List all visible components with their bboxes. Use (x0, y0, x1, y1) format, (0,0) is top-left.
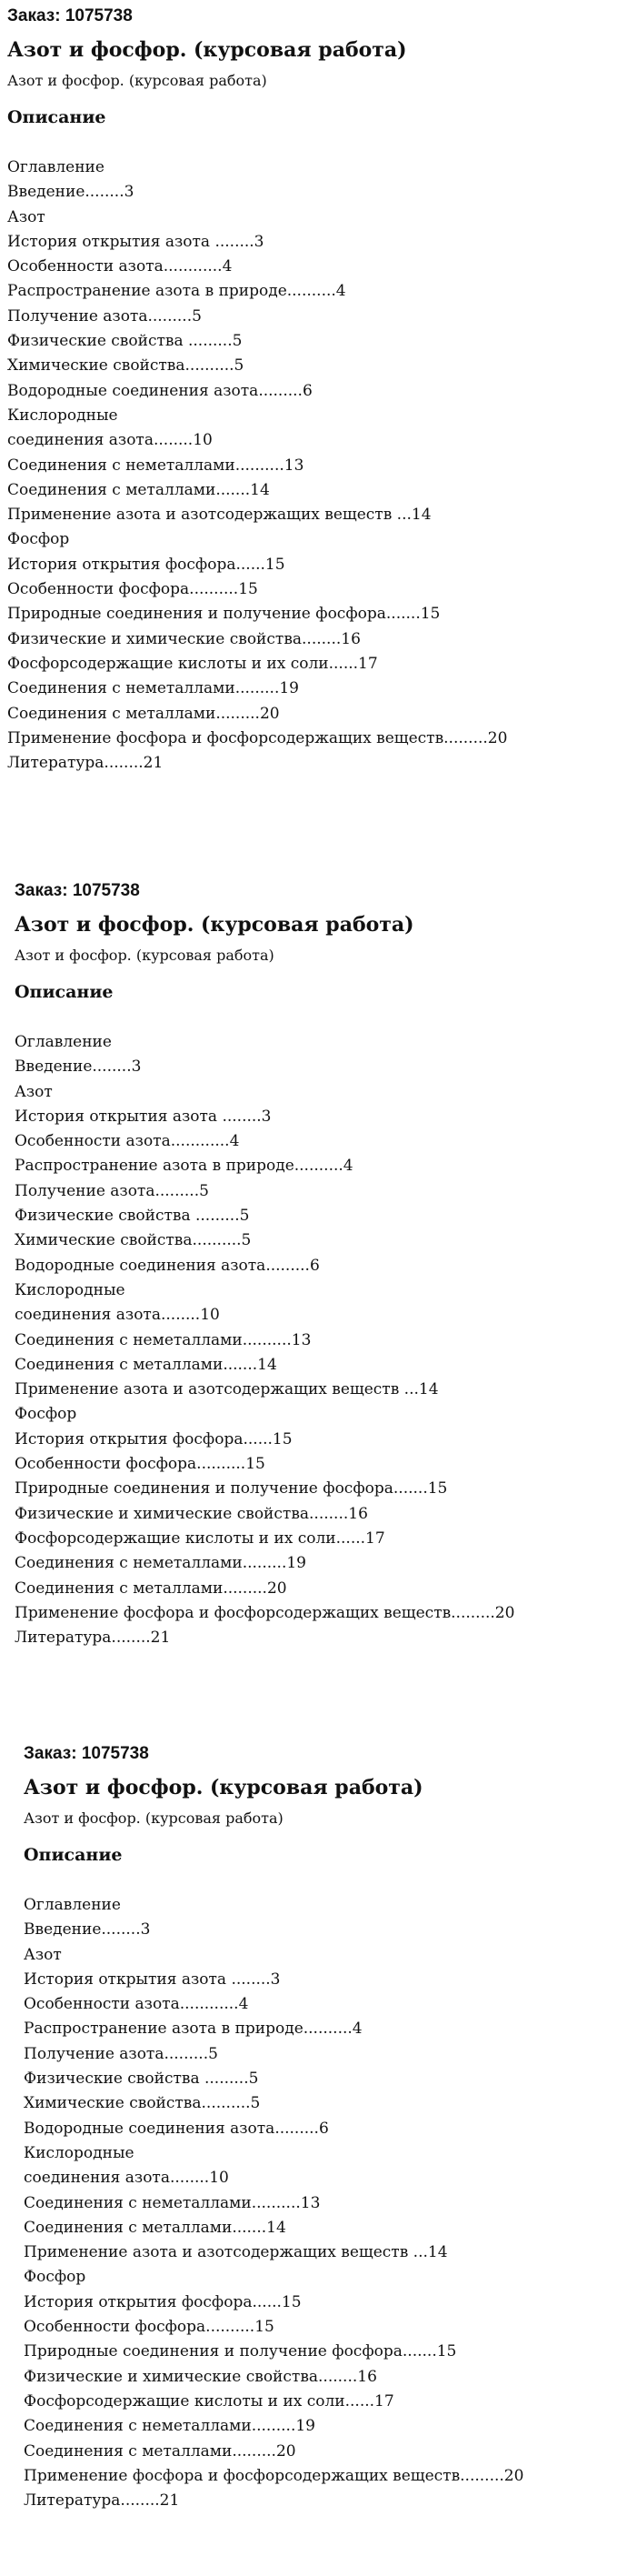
toc-entry: Применение азота и азотсодержащих веществ ...14 (7, 506, 432, 525)
toc-entry: Особенности фосфора..........15 (7, 580, 258, 599)
toc-entry: Особенности азота............4 (7, 257, 233, 276)
toc-entry: Оглавление (24, 1896, 121, 1914)
toc-entry: Получение азота.........5 (7, 306, 202, 326)
toc-entry: Особенности азота............4 (24, 1995, 249, 2014)
toc-entry: История открытия азота ........3 (24, 1970, 281, 1989)
document-block-2 (15, 880, 514, 1650)
toc-entry: Получение азота.........5 (15, 1181, 209, 1200)
toc-entry: История открытия фосфора......15 (24, 2292, 302, 2311)
toc-entry: Соединения с металлами.........20 (15, 1579, 287, 1598)
order-label: Заказ: 1075738 (15, 881, 140, 900)
toc-entry: соединения азота........10 (24, 2169, 229, 2188)
description-heading: Описание (15, 982, 114, 1002)
document-title: Азот и фосфор. (курсовая работа) (24, 1776, 423, 1799)
toc-entry: Особенности фосфора..........15 (15, 1455, 265, 1474)
toc-entry: Оглавление (15, 1033, 112, 1051)
toc-entry: Литература........21 (24, 2491, 180, 2511)
toc-entry: Азот (7, 207, 45, 226)
toc-entry: Введение........3 (7, 183, 134, 202)
toc-entry: Водородные соединения азота.........6 (7, 381, 313, 400)
toc-entry: Физические свойства .........5 (15, 1207, 250, 1226)
toc-entry: Распространение азота в природе..........4 (15, 1157, 353, 1176)
toc-entry: Соединения с неметаллами..........13 (7, 456, 304, 475)
toc-entry: Природные соединения и получение фосфора.......15 (15, 1479, 448, 1498)
description-heading: Описание (7, 107, 106, 127)
table-of-contents (7, 155, 507, 776)
toc-entry: Введение........3 (24, 1920, 151, 1940)
toc-entry: Литература........21 (15, 1629, 171, 1648)
document-title: Азот и фосфор. (курсовая работа) (7, 38, 407, 62)
toc-entry: Соединения с металлами.......14 (24, 2218, 286, 2237)
document-title: Азот и фосфор. (курсовая работа) (15, 913, 414, 937)
toc-entry: Введение........3 (15, 1057, 142, 1077)
toc-entry: Азот (15, 1082, 53, 1101)
table-of-contents (15, 1030, 514, 1650)
toc-entry: Природные соединения и получение фосфора.......15 (24, 2342, 457, 2361)
toc-entry: Химические свойства..........5 (7, 356, 244, 376)
toc-entry: Оглавление (7, 158, 105, 176)
toc-entry: Химические свойства..........5 (15, 1231, 252, 1250)
order-label: Заказ: 1075738 (7, 6, 133, 25)
toc-entry: Особенности азота............4 (15, 1132, 240, 1151)
toc-entry: История открытия фосфора......15 (15, 1429, 293, 1448)
toc-entry: История открытия азота ........3 (7, 232, 264, 251)
toc-entry: История открытия фосфора......15 (7, 555, 285, 574)
document-subtitle: Азот и фосфор. (курсовая работа) (7, 72, 267, 89)
description-heading: Описание (24, 1845, 123, 1865)
table-of-contents (24, 1893, 523, 2513)
toc-entry: Водородные соединения азота.........6 (24, 2119, 329, 2138)
toc-entry: Кислородные (24, 2143, 134, 2162)
toc-entry: Фосфор (24, 2268, 86, 2287)
toc-entry: Соединения с неметаллами.........19 (24, 2417, 315, 2436)
toc-entry: Применение фосфора и фосфорсодержащих веществ.........20 (24, 2466, 524, 2485)
toc-entry: Применение фосфора и фосфорсодержащих веществ.........20 (15, 1603, 515, 1622)
toc-entry: Физические и химические свойства........16 (24, 2367, 377, 2386)
order-label: Заказ: 1075738 (24, 1744, 149, 1763)
toc-entry: История открытия азота ........3 (15, 1107, 272, 1126)
toc-entry: Соединения с металлами.......14 (7, 480, 270, 499)
toc-entry: Литература........21 (7, 754, 164, 773)
toc-entry: Фосфорсодержащие кислоты и их соли......17 (24, 2391, 394, 2411)
toc-entry: Физические и химические свойства........16 (15, 1504, 368, 1523)
toc-entry: Физические свойства .........5 (24, 2070, 259, 2089)
toc-entry: Соединения с неметаллами.........19 (15, 1554, 306, 1573)
toc-entry: Водородные соединения азота.........6 (15, 1256, 320, 1275)
toc-entry: Применение азота и азотсодержащих веществ ...14 (24, 2243, 448, 2262)
toc-entry: Природные соединения и получение фосфора.......15 (7, 605, 441, 624)
toc-entry: Соединения с неметаллами..........13 (15, 1330, 312, 1349)
toc-entry: Получение азота.........5 (24, 2044, 218, 2063)
toc-entry: Соединения с неметаллами.........19 (7, 679, 299, 698)
toc-entry: Соединения с неметаллами..........13 (24, 2193, 321, 2212)
toc-entry: Соединения с металлами.........20 (24, 2441, 296, 2461)
toc-entry: Азот (24, 1945, 62, 1964)
toc-entry: Фосфорсодержащие кислоты и их соли......17 (7, 654, 378, 673)
toc-entry: Соединения с металлами.........20 (7, 704, 280, 723)
toc-entry: Физические свойства .........5 (7, 332, 243, 351)
toc-entry: Применение азота и азотсодержащих веществ ...14 (15, 1380, 439, 1399)
toc-entry: Соединения с металлами.......14 (15, 1355, 277, 1374)
toc-entry: Особенности фосфора..........15 (24, 2318, 274, 2337)
toc-entry: Кислородные (15, 1280, 125, 1299)
document-subtitle: Азот и фосфор. (курсовая работа) (15, 947, 274, 964)
toc-entry: Физические и химические свойства........16 (7, 629, 361, 648)
toc-entry: Распространение азота в природе..........4 (24, 2020, 363, 2039)
document-block-3 (24, 1743, 523, 2513)
toc-entry: Химические свойства..........5 (24, 2094, 261, 2113)
document-subtitle: Азот и фосфор. (курсовая работа) (24, 1809, 284, 1827)
toc-entry: Распространение азота в природе..........4 (7, 282, 346, 301)
toc-entry: соединения азота........10 (15, 1306, 220, 1325)
toc-entry: соединения азота........10 (7, 431, 213, 450)
toc-entry: Фосфор (15, 1405, 77, 1424)
toc-entry: Фосфорсодержащие кислоты и их соли......17 (15, 1529, 385, 1548)
toc-entry: Применение фосфора и фосфорсодержащих веществ.........20 (7, 728, 508, 747)
document-block-1 (7, 5, 507, 776)
toc-entry: Кислородные (7, 406, 118, 425)
toc-entry: Фосфор (7, 530, 70, 549)
